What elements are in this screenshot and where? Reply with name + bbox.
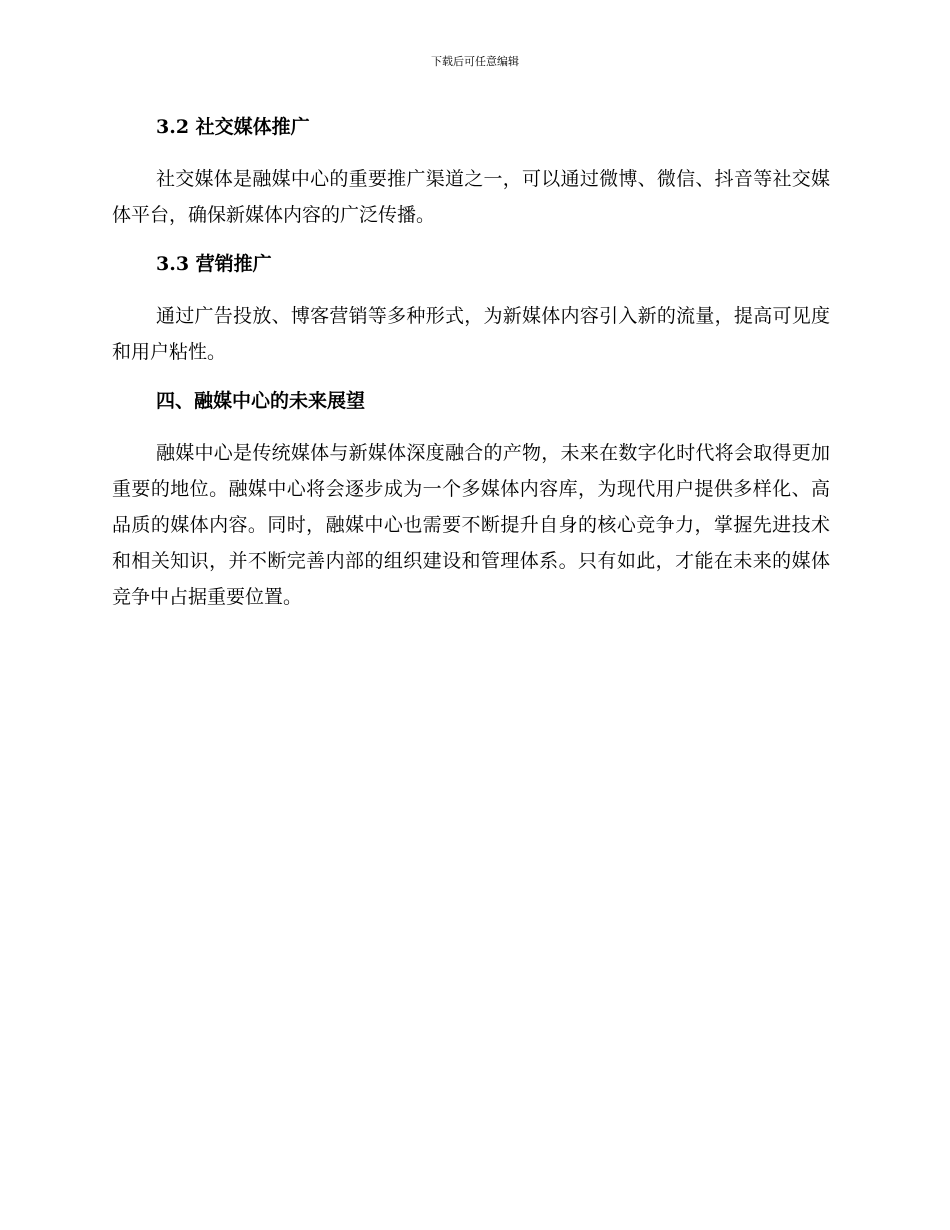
section-paragraph-3-2: 社交媒体是融媒中心的重要推广渠道之一，可以通过微博、微信、抖音等社交媒体平台，确保新媒体内容的广泛传播。 <box>112 168 830 226</box>
section-heading-4: 四、融媒中心的未来展望 <box>156 390 366 412</box>
document-body <box>112 112 830 615</box>
page-header: 下载后可任意编辑 <box>431 55 519 68</box>
section-heading-3-3: 3.3 营销推广 <box>156 253 272 275</box>
section-heading-3-2: 3.2 社交媒体推广 <box>156 116 310 138</box>
section-paragraph-3-3: 通过广告投放、博客营销等多种形式，为新媒体内容引入新的流量，提高可见度和用户粘性。 <box>112 305 830 363</box>
section-paragraph-4: 融媒中心是传统媒体与新媒体深度融合的产物，未来在数字化时代将会取得更加重要的地位。融媒中心将会逐步成为一个多媒体内容库，为现代用户提供多样化、高品质的媒体内容。同时，融媒中心也需要不断提升自身的核心竞争力，掌握先进技术和相关知识，并不断完善内部的组织建设和管理体系。只有如此，才能在未来的媒体竞争中占据重要位置。 <box>112 442 830 608</box>
